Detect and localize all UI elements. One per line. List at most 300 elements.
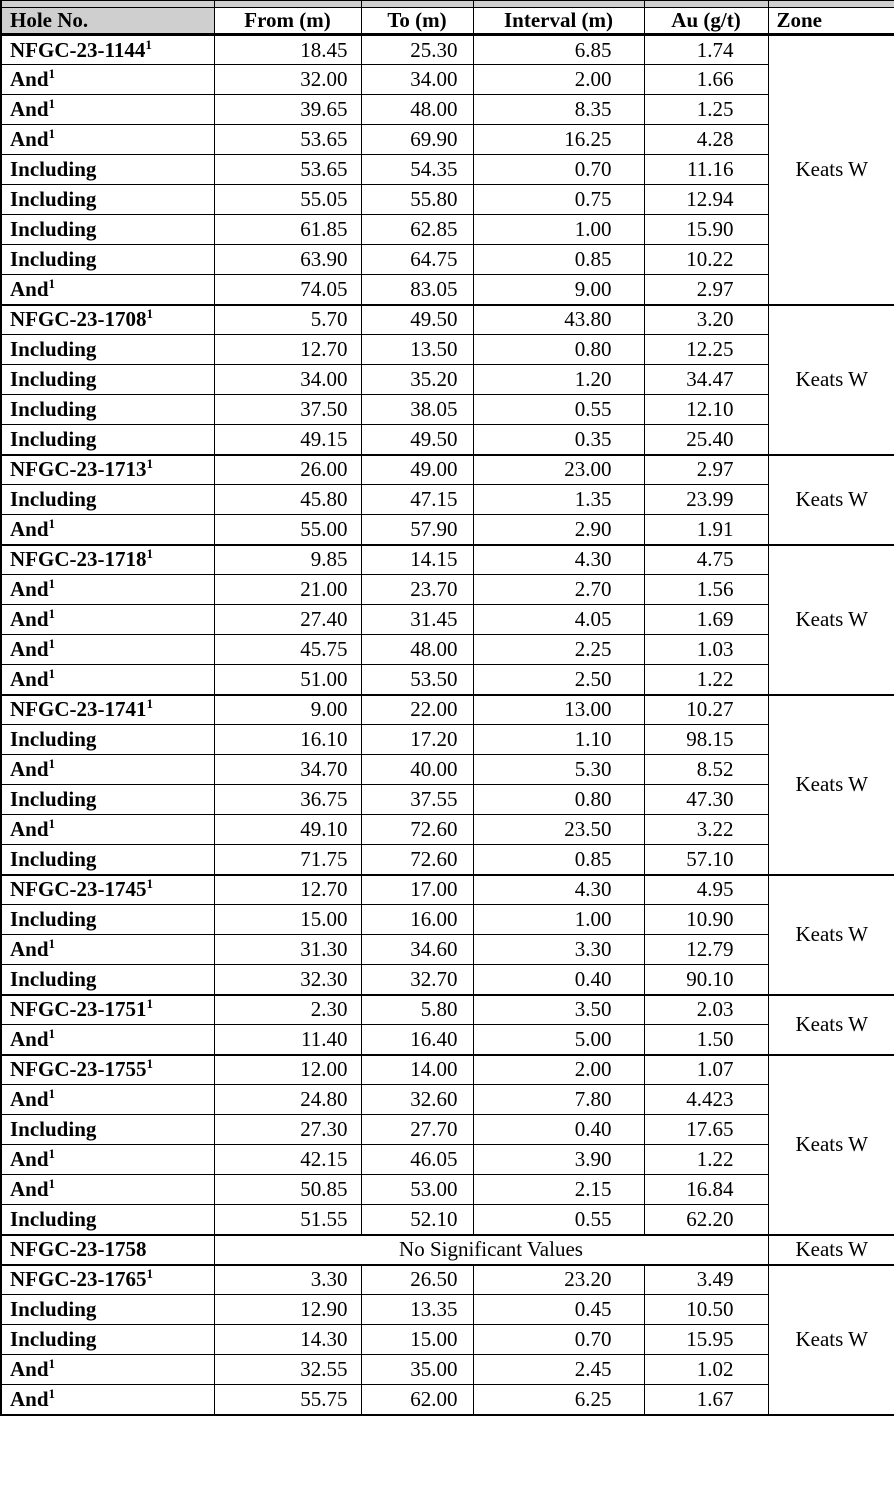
cell-au: 17.65 — [644, 1115, 768, 1145]
table-row — [1, 1085, 894, 1115]
cell-to: 53.50 — [361, 665, 473, 695]
cell-hole-label: And$^1$ — [1, 935, 214, 965]
footnote-superscript: 1 — [48, 756, 56, 771]
cell-hole-label: NFGC-23-1144$^1$ — [1, 35, 214, 65]
cell-interval: 0.85 — [473, 245, 644, 275]
cell-to: 34.60 — [361, 935, 473, 965]
cell-hole-label: And$^1$ — [1, 95, 214, 125]
table-row — [1, 305, 894, 335]
sliver-cell — [214, 1, 361, 8]
cell-from: 2.30 — [214, 995, 361, 1025]
cell-au: 1.67 — [644, 1385, 768, 1415]
cell-hole-label: And$^1$ — [1, 1085, 214, 1115]
cell-interval: 8.35 — [473, 95, 644, 125]
table-row — [1, 185, 894, 215]
cell-from: 12.70 — [214, 875, 361, 905]
footnote-superscript: 1 — [145, 36, 152, 52]
cell-au: 1.07 — [644, 1055, 768, 1085]
cell-hole-label: Including — [1, 185, 214, 215]
cell-from: 32.00 — [214, 65, 361, 95]
cell-au: 3.49 — [644, 1265, 768, 1295]
cell-hole-label: And$^1$ — [1, 275, 214, 305]
cell-from: 51.55 — [214, 1205, 361, 1235]
footnote-superscript: 1 — [146, 876, 153, 892]
cell-hole-label: And$^1$ — [1, 755, 214, 785]
cell-interval: 4.30 — [473, 875, 644, 905]
cell-hole-label: NFGC-23-1765$^1$ — [1, 1265, 214, 1295]
cell-au: 10.90 — [644, 905, 768, 935]
cell-hole-label: Including — [1, 1115, 214, 1145]
column-header-au: Au (g/t) — [644, 8, 768, 35]
cell-from: 9.85 — [214, 545, 361, 575]
cell-au: 1.74 — [644, 35, 768, 65]
table-row — [1, 1385, 894, 1415]
cell-au: 57.10 — [644, 845, 768, 875]
cell-to: 15.00 — [361, 1325, 473, 1355]
cell-hole-label: And$^1$ — [1, 815, 214, 845]
cell-from: 12.90 — [214, 1295, 361, 1325]
cell-interval: 3.30 — [473, 935, 644, 965]
cell-interval: 2.00 — [473, 1055, 644, 1085]
cell-from: 11.40 — [214, 1025, 361, 1055]
cell-to: 40.00 — [361, 755, 473, 785]
table-row — [1, 95, 894, 125]
table-row — [1, 665, 894, 695]
cell-interval: 2.70 — [473, 575, 644, 605]
cell-to: 46.05 — [361, 1145, 473, 1175]
cell-to: 62.00 — [361, 1385, 473, 1415]
sliver-cell — [768, 1, 894, 8]
cell-au: 3.20 — [644, 305, 768, 335]
footnote-superscript: 1 — [48, 1146, 56, 1161]
cell-to: 5.80 — [361, 995, 473, 1025]
cell-to: 35.00 — [361, 1355, 473, 1385]
table-row — [1, 1145, 894, 1175]
cell-hole-label: Including — [1, 485, 214, 515]
cell-from: 49.10 — [214, 815, 361, 845]
cell-from: 55.75 — [214, 1385, 361, 1415]
cell-to: 55.80 — [361, 185, 473, 215]
cell-zone: Keats W — [768, 305, 894, 455]
cell-hole-label: Including — [1, 1205, 214, 1235]
cell-zone: Keats W — [768, 875, 894, 995]
cell-au: 1.22 — [644, 665, 768, 695]
footnote-superscript: 1 — [146, 456, 153, 472]
cell-zone: Keats W — [768, 995, 894, 1055]
table-row — [1, 785, 894, 815]
cell-hole-label: Including — [1, 725, 214, 755]
cell-interval: 1.00 — [473, 905, 644, 935]
cell-to: 57.90 — [361, 515, 473, 545]
cell-au: 90.10 — [644, 965, 768, 995]
cell-interval: 23.50 — [473, 815, 644, 845]
cell-au: 8.52 — [644, 755, 768, 785]
cell-to: 31.45 — [361, 605, 473, 635]
cell-au: 1.56 — [644, 575, 768, 605]
table-row — [1, 1325, 894, 1355]
cell-hole-label: And$^1$ — [1, 635, 214, 665]
cell-to: 14.15 — [361, 545, 473, 575]
footnote-superscript: 1 — [146, 996, 153, 1012]
cell-interval: 2.15 — [473, 1175, 644, 1205]
cell-from: 16.10 — [214, 725, 361, 755]
cell-hole-label: And$^1$ — [1, 515, 214, 545]
cell-from: 63.90 — [214, 245, 361, 275]
cell-hole-label: Including — [1, 335, 214, 365]
cell-hole-label: Including — [1, 905, 214, 935]
cell-au: 4.28 — [644, 125, 768, 155]
table-row — [1, 125, 894, 155]
footnote-superscript: 1 — [48, 96, 56, 111]
cell-hole-label: Including — [1, 155, 214, 185]
cell-au: 1.69 — [644, 605, 768, 635]
cell-hole-label: Including — [1, 845, 214, 875]
table-row — [1, 875, 894, 905]
cell-interval: 3.90 — [473, 1145, 644, 1175]
cell-from: 18.45 — [214, 35, 361, 65]
column-header-to: To (m) — [361, 8, 473, 35]
table-row — [1, 455, 894, 485]
cell-au: 16.84 — [644, 1175, 768, 1205]
cell-from: 24.80 — [214, 1085, 361, 1115]
sliver-cell — [644, 1, 768, 8]
footnote-superscript: 1 — [48, 665, 56, 681]
table-row — [1, 485, 894, 515]
table-row — [1, 605, 894, 635]
cell-from: 9.00 — [214, 695, 361, 725]
cell-hole-label: And$^1$ — [1, 665, 214, 695]
cell-to: 34.00 — [361, 65, 473, 95]
cell-hole-label: Including — [1, 245, 214, 275]
cell-interval: 0.55 — [473, 395, 644, 425]
table-row — [1, 755, 894, 785]
cell-interval: 5.00 — [473, 1025, 644, 1055]
table-row — [1, 695, 894, 725]
cell-from: 31.30 — [214, 935, 361, 965]
cell-au: 4.423 — [644, 1085, 768, 1115]
cell-to: 49.00 — [361, 455, 473, 485]
cell-interval: 0.35 — [473, 425, 644, 455]
header-row — [1, 8, 894, 35]
cell-to: 35.20 — [361, 365, 473, 395]
cell-from: 12.00 — [214, 1055, 361, 1085]
cell-to: 32.70 — [361, 965, 473, 995]
cell-from: 45.80 — [214, 485, 361, 515]
cell-au: 3.22 — [644, 815, 768, 845]
cell-au: 1.66 — [644, 65, 768, 95]
cell-au: 12.79 — [644, 935, 768, 965]
cell-interval: 0.70 — [473, 1325, 644, 1355]
cell-zone: Keats W — [768, 545, 894, 695]
cell-au: 12.94 — [644, 185, 768, 215]
cell-from: 42.15 — [214, 1145, 361, 1175]
cell-interval: 1.20 — [473, 365, 644, 395]
cell-from: 27.40 — [214, 605, 361, 635]
cell-from: 55.00 — [214, 515, 361, 545]
cell-interval: 16.25 — [473, 125, 644, 155]
cell-hole-label: Including — [1, 785, 214, 815]
cell-interval: 2.45 — [473, 1355, 644, 1385]
cell-to: 72.60 — [361, 815, 473, 845]
cell-to: 32.60 — [361, 1085, 473, 1115]
cell-from: 61.85 — [214, 215, 361, 245]
cell-au: 23.99 — [644, 485, 768, 515]
cell-from: 32.30 — [214, 965, 361, 995]
table-row — [1, 515, 894, 545]
cell-from: 53.65 — [214, 125, 361, 155]
column-header-from: From (m) — [214, 8, 361, 35]
cell-au: 10.22 — [644, 245, 768, 275]
table-row — [1, 815, 894, 845]
cell-au: 1.91 — [644, 515, 768, 545]
cell-hole-label: NFGC-23-1758 — [1, 1235, 214, 1265]
table-row — [1, 1205, 894, 1235]
cell-to: 37.55 — [361, 785, 473, 815]
cell-to: 16.40 — [361, 1025, 473, 1055]
cell-to: 49.50 — [361, 305, 473, 335]
cell-au: 4.75 — [644, 545, 768, 575]
cell-to: 16.00 — [361, 905, 473, 935]
footnote-superscript: 1 — [48, 275, 56, 291]
table-row — [1, 1175, 894, 1205]
cell-interval: 13.00 — [473, 695, 644, 725]
footnote-superscript: 1 — [146, 546, 153, 562]
table-row — [1, 1355, 894, 1385]
cell-interval: 6.85 — [473, 35, 644, 65]
cell-from: 34.70 — [214, 755, 361, 785]
cell-to: 25.30 — [361, 35, 473, 65]
table-row — [1, 575, 894, 605]
footnote-superscript: 1 — [48, 816, 56, 831]
cell-hole-label: Including — [1, 425, 214, 455]
table-row — [1, 245, 894, 275]
cell-interval: 0.70 — [473, 155, 644, 185]
cell-au: 12.25 — [644, 335, 768, 365]
cell-au: 10.27 — [644, 695, 768, 725]
cell-interval: 0.55 — [473, 1205, 644, 1235]
cell-hole-label: NFGC-23-1718$^1$ — [1, 545, 214, 575]
cell-to: 49.50 — [361, 425, 473, 455]
cell-to: 38.05 — [361, 395, 473, 425]
table-row — [1, 635, 894, 665]
cell-from: 21.00 — [214, 575, 361, 605]
cell-au: 15.90 — [644, 215, 768, 245]
table-row — [1, 1025, 894, 1055]
footnote-superscript: 1 — [146, 1266, 153, 1282]
cell-from: 32.55 — [214, 1355, 361, 1385]
cell-to: 52.10 — [361, 1205, 473, 1235]
cell-interval: 0.85 — [473, 845, 644, 875]
cell-zone: Keats W — [768, 695, 894, 875]
cell-hole-label: NFGC-23-1741$^1$ — [1, 695, 214, 725]
table-row — [1, 1235, 894, 1265]
footnote-superscript: 1 — [48, 606, 56, 621]
cell-hole-label: Including — [1, 1325, 214, 1355]
table-row — [1, 845, 894, 875]
cell-interval: 3.50 — [473, 995, 644, 1025]
cell-interval: 1.10 — [473, 725, 644, 755]
table-header — [1, 1, 894, 35]
table-row — [1, 155, 894, 185]
cell-to: 62.85 — [361, 215, 473, 245]
cell-interval: 2.50 — [473, 665, 644, 695]
sliver-cell — [1, 1, 214, 8]
cell-au: 62.20 — [644, 1205, 768, 1235]
cell-to: 64.75 — [361, 245, 473, 275]
cell-interval: 2.00 — [473, 65, 644, 95]
cell-interval: 0.75 — [473, 185, 644, 215]
cell-from: 3.30 — [214, 1265, 361, 1295]
cell-zone: Keats W — [768, 455, 894, 545]
cell-hole-label: And$^1$ — [1, 1355, 214, 1385]
table-top-sliver-row — [1, 1, 894, 8]
cell-interval: 4.05 — [473, 605, 644, 635]
cell-to: 54.35 — [361, 155, 473, 185]
cell-from: 53.65 — [214, 155, 361, 185]
footnote-superscript: 1 — [48, 1176, 56, 1191]
cell-hole-label: Including — [1, 395, 214, 425]
cell-interval: 0.40 — [473, 1115, 644, 1145]
cell-au: 1.25 — [644, 95, 768, 125]
footnote-superscript: 1 — [146, 1056, 153, 1072]
cell-from: 71.75 — [214, 845, 361, 875]
cell-to: 53.00 — [361, 1175, 473, 1205]
cell-au: 10.50 — [644, 1295, 768, 1325]
cell-from: 39.65 — [214, 95, 361, 125]
table-row — [1, 1295, 894, 1325]
cell-interval: 1.35 — [473, 485, 644, 515]
cell-au: 1.03 — [644, 635, 768, 665]
cell-hole-label: Including — [1, 215, 214, 245]
cell-zone: Keats W — [768, 1055, 894, 1235]
sliver-cell — [473, 1, 644, 8]
cell-au: 98.15 — [644, 725, 768, 755]
cell-from: 49.15 — [214, 425, 361, 455]
cell-hole-label: NFGC-23-1745$^1$ — [1, 875, 214, 905]
table-row — [1, 995, 894, 1025]
table-row — [1, 215, 894, 245]
cell-from: 26.00 — [214, 455, 361, 485]
cell-from: 36.75 — [214, 785, 361, 815]
footnote-superscript: 1 — [48, 636, 56, 651]
cell-interval: 0.80 — [473, 335, 644, 365]
cell-interval: 0.40 — [473, 965, 644, 995]
cell-hole-label: And$^1$ — [1, 1175, 214, 1205]
cell-to: 17.00 — [361, 875, 473, 905]
column-header-hole-no: Hole No. — [1, 8, 214, 35]
cell-interval: 9.00 — [473, 275, 644, 305]
cell-au: 11.16 — [644, 155, 768, 185]
cell-au: 34.47 — [644, 365, 768, 395]
cell-au: 1.50 — [644, 1025, 768, 1055]
footnote-superscript: 1 — [48, 126, 56, 141]
cell-au: 1.02 — [644, 1355, 768, 1385]
table-row — [1, 905, 894, 935]
cell-interval: 23.20 — [473, 1265, 644, 1295]
cell-from: 5.70 — [214, 305, 361, 335]
table-row — [1, 35, 894, 65]
cell-hole-label: NFGC-23-1751$^1$ — [1, 995, 214, 1025]
cell-from: 74.05 — [214, 275, 361, 305]
cell-zone: Keats W — [768, 1235, 894, 1265]
cell-zone: Keats W — [768, 35, 894, 305]
cell-au: 2.97 — [644, 455, 768, 485]
cell-interval: 6.25 — [473, 1385, 644, 1415]
cell-au: 25.40 — [644, 425, 768, 455]
footnote-superscript: 1 — [48, 576, 56, 591]
cell-interval: 0.80 — [473, 785, 644, 815]
footnote-superscript: 1 — [146, 696, 153, 712]
cell-hole-label: NFGC-23-1713$^1$ — [1, 455, 214, 485]
cell-hole-label: Including — [1, 365, 214, 395]
table-row — [1, 1265, 894, 1295]
cell-to: 48.00 — [361, 635, 473, 665]
table-row — [1, 65, 894, 95]
cell-from: 37.50 — [214, 395, 361, 425]
cell-to: 27.70 — [361, 1115, 473, 1145]
cell-to: 22.00 — [361, 695, 473, 725]
sliver-cell — [361, 1, 473, 8]
footnote-superscript: 1 — [48, 1385, 56, 1401]
cell-au: 47.30 — [644, 785, 768, 815]
cell-hole-label: Including — [1, 965, 214, 995]
cell-au: 2.97 — [644, 275, 768, 305]
cell-interval: 43.80 — [473, 305, 644, 335]
cell-interval: 7.80 — [473, 1085, 644, 1115]
cell-to: 72.60 — [361, 845, 473, 875]
cell-from: 50.85 — [214, 1175, 361, 1205]
cell-interval: 1.00 — [473, 215, 644, 245]
cell-to: 17.20 — [361, 725, 473, 755]
cell-interval: 0.45 — [473, 1295, 644, 1325]
table-row — [1, 1055, 894, 1085]
footnote-superscript: 1 — [146, 306, 153, 322]
footnote-superscript: 1 — [48, 515, 56, 531]
cell-to: 23.70 — [361, 575, 473, 605]
cell-to: 26.50 — [361, 1265, 473, 1295]
cell-from: 15.00 — [214, 905, 361, 935]
table-body — [1, 35, 894, 1415]
cell-hole-label: And$^1$ — [1, 1145, 214, 1175]
footnote-superscript: 1 — [48, 66, 56, 81]
cell-hole-label: NFGC-23-1755$^1$ — [1, 1055, 214, 1085]
cell-from: 51.00 — [214, 665, 361, 695]
cell-hole-label: NFGC-23-1708$^1$ — [1, 305, 214, 335]
cell-from: 12.70 — [214, 335, 361, 365]
table-row — [1, 365, 894, 395]
table-row — [1, 395, 894, 425]
cell-interval: 2.25 — [473, 635, 644, 665]
cell-au: 4.95 — [644, 875, 768, 905]
cell-from: 14.30 — [214, 1325, 361, 1355]
cell-au: 1.22 — [644, 1145, 768, 1175]
cell-interval: 4.30 — [473, 545, 644, 575]
table-row — [1, 965, 894, 995]
table-row — [1, 335, 894, 365]
cell-from: 55.05 — [214, 185, 361, 215]
table-row — [1, 1115, 894, 1145]
footnote-superscript: 1 — [48, 1086, 56, 1101]
cell-to: 48.00 — [361, 95, 473, 125]
cell-to: 13.50 — [361, 335, 473, 365]
cell-to: 83.05 — [361, 275, 473, 305]
footnote-superscript: 1 — [48, 1356, 56, 1371]
cell-to: 14.00 — [361, 1055, 473, 1085]
cell-from: 27.30 — [214, 1115, 361, 1145]
cell-au: 12.10 — [644, 395, 768, 425]
cell-hole-label: Including — [1, 1295, 214, 1325]
cell-zone: Keats W — [768, 1265, 894, 1415]
